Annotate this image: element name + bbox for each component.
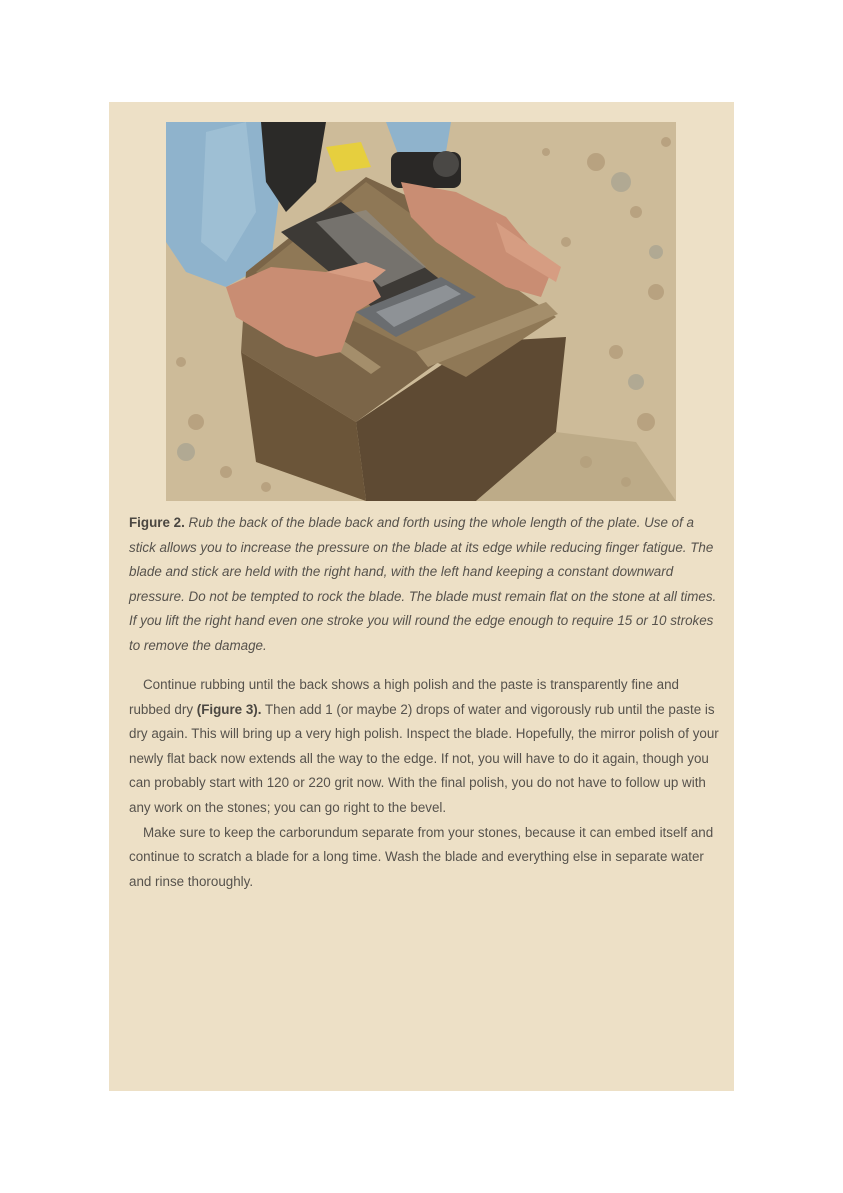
body-paragraph-1 (129, 673, 721, 821)
body-paragraph-1-end: Then add 1 (or maybe 2) drops of water and vigorously rub until the paste is dry again. This will bring up a very high polish. Inspect the blade. Hopefully, the mirror polish of your newly flat back now extends all the way to the edge. If not, you will have to do it again, though you can probably start with 120 or 220 grit now. With the final polish, you do not have to follow up with any work on the stones; you can go right to the bevel. (129, 701, 719, 815)
figure-caption-label: Figure 2. (129, 515, 185, 530)
body-paragraph-1-start: Continue rubbing until the back shows a high polish and the paste is transparently fine and rubbed dry (129, 677, 679, 717)
figure-3-reference: (Figure 3). (196, 701, 262, 717)
figure-2-photo (166, 122, 676, 501)
figure-caption-text: Rub the back of the blade back and forth using the whole length of the plate. Use of a stick allows you to increase the pressure on the blade at its edge while reducing finger fatigue. The blade and stick are held with the right hand, with the left hand keeping a constant downward pressure. Do not be tempted to rock the blade. The blade must remain flat on the stone at all times. If you lift the right hand even one stroke you will round the edge enough to require 15 or 10 strokes to remove the damage. (129, 515, 717, 653)
content-panel (109, 102, 734, 1091)
body-paragraph-2: Make sure to keep the carborundum separate from your stones, because it can embed itself and continue to scratch a blade for a long time. Wash the blade and everything else in separate water and rinse thoroughly. (129, 824, 714, 889)
article-body (129, 673, 721, 894)
figure-caption (129, 511, 719, 659)
